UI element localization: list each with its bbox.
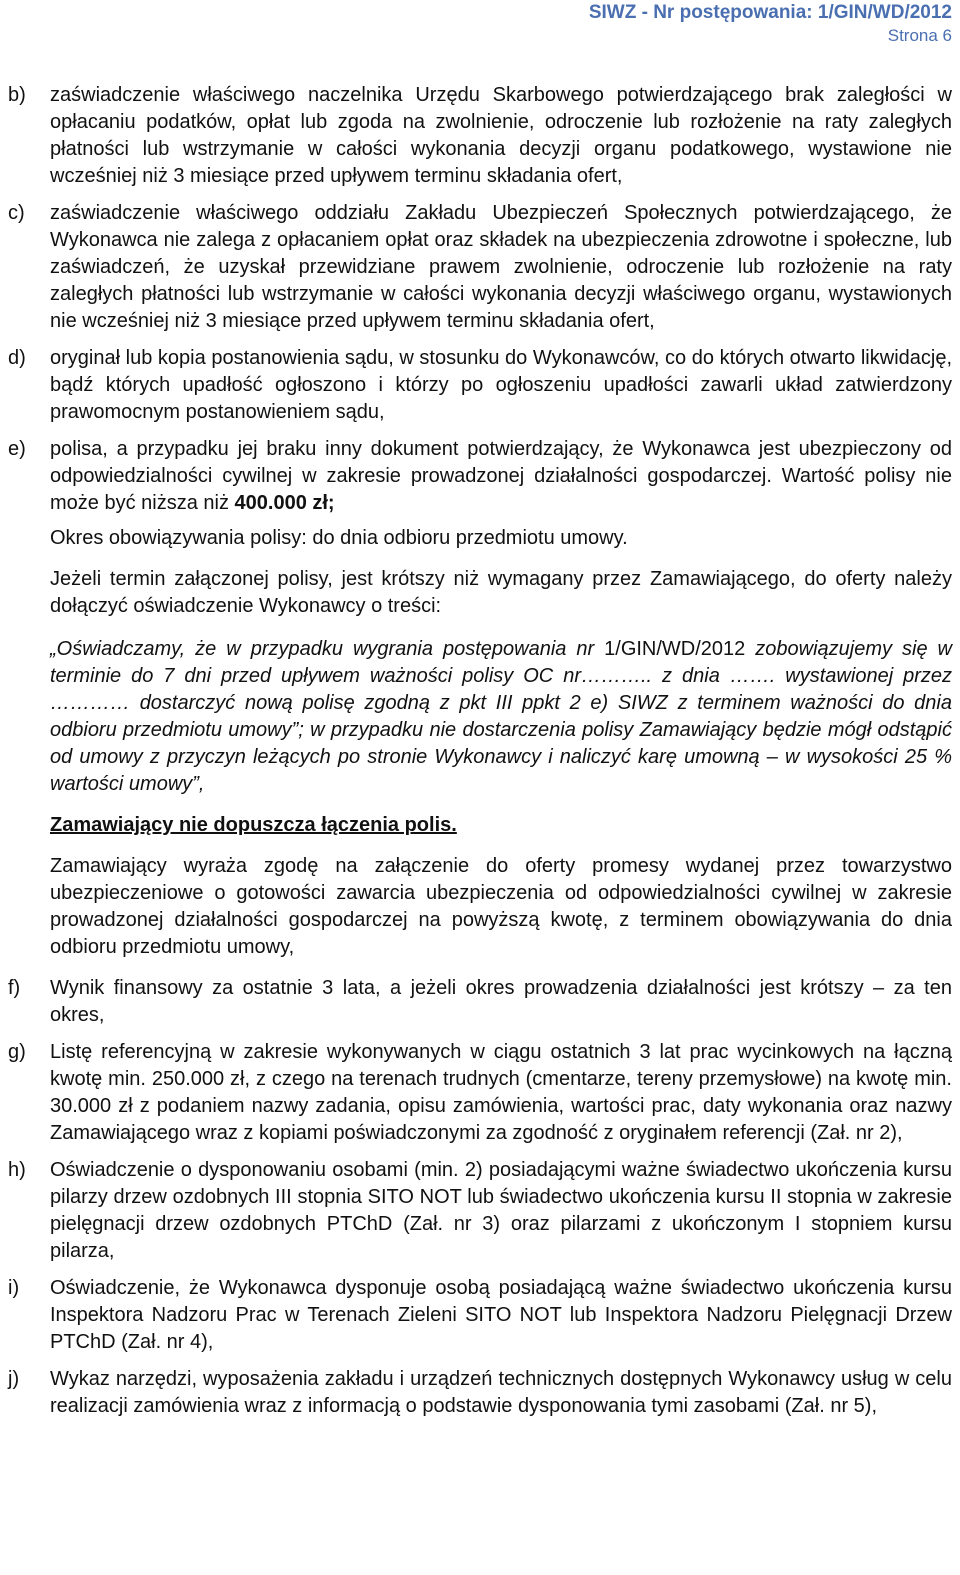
list-item-f [8,975,952,1029]
item-text: Wynik finansowy za ostatnie 3 lata, a jeżeli okres prowadzenia działalności jest krótszy – za ten okres, [50,977,952,1026]
policy-condition: Jeżeli termin załączonej polisy, jest krótszy niż wymagany przez Zamawiającego, do oferty należy dołączyć oświadczenie Wykonawcy o treści: [50,568,952,617]
item-text: zaświadczenie właściwego naczelnika Urzędu Skarbowego potwierdzającego brak zaległości w opłacaniu podatków, opłat lub zgoda na zwolnienie, odroczenie lub rozłożenie na raty zaległych płatności lub wstrzymanie w całości wykonania decyzji organu podatkowego, wystawione nie wcześniej niż 3 miesiące przed upływem terminu składania ofert, [50,84,952,187]
item-label: e) [8,438,26,460]
item-label: g) [8,1041,26,1063]
list-item-j [8,1366,952,1420]
list-item-h [8,1157,952,1265]
item-label: i) [8,1277,20,1299]
policy-text: polisa, a przypadku jej braku inny dokument potwierdzający, że Wykonawca jest ubezpieczony od odpowiedzialności cywilnej w zakresie prowadzonej działalności gospodarczej. Wartość polisy nie może być niższa niż [50,438,952,514]
page-number: Strona 6 [887,26,952,45]
document-id: SIWZ - Nr postępowania: 1/GIN/WD/2012 [588,2,952,23]
declaration-quote [50,636,952,798]
list-item-g [8,1039,952,1147]
item-label: f) [8,977,21,999]
policy-amount: 400.000 zł; [234,492,335,514]
item-text: Oświadczenie o dysponowaniu osobami (min. 2) posiadającymi ważne świadectwo ukończenia kursu pilarzy drzew ozdobnych III stopnia SITO NOT lub świadectwo ukończenia kursu II stopnia w zakresie pielęgnacji drzew ozdobnych PTChD (Zał. nr 3) oraz pilarzami z ukończonym I stopniem kursu pilarza, [50,1159,952,1262]
item-text: Listę referencyjną w zakresie wykonywanych w ciągu ostatnich 3 lat prac wycinkowych na łączną kwotę min. 250.000 zł, z czego na terenach trudnych (cmentarze, tereny przemysłowe) na kwotę min. 30.000 zł z podaniem nazwy zadania, opisu zamówienia, wartości prac, daty wykonania oraz nazwy Zamawiającego wraz z kopiami poświadczonymi za zgodność z oryginałem referencji (Zał. nr 2), [50,1041,952,1144]
item-label: b) [8,84,26,106]
item-label: j) [8,1368,20,1390]
item-text: zaświadczenie właściwego oddziału Zakładu Ubezpieczeń Społecznych potwierdzającego, że Wykonawca nie zalega z opłacaniem opłat oraz składek na ubezpieczenia zdrowotne i społeczne, lub zaświadczeń, że uzyskał przewidziane prawem zwolnienie, odroczenie lub rozłożenie na raty zaległych płatności lub wstrzymanie w całości wykonania decyzji właściwego organu, wystawionych nie wcześniej niż 3 miesiące przed upływem terminu składania ofert, [50,202,952,332]
page-header [589,0,952,46]
list-item-i [8,1275,952,1356]
list-item-e [8,436,952,517]
quote-proceeding-number: 1/GIN/WD/2012 [604,638,746,660]
policy-period: Okres obowiązywania polisy: do dnia odbioru przedmiotu umowy. [50,527,628,549]
quote-part-a: „Oświadczamy, że w przypadku wygrania postępowania nr [50,638,605,660]
item-label: c) [8,202,25,224]
list-item-d [8,345,952,426]
item-label: h) [8,1159,26,1181]
quote-part-b: zobowiązujemy się w terminie do 7 dni przed upływem ważności polisy OC nr……….. z dnia ……. wystawionej przez ………… dostarczyć nową polisę zgodną z pkt III ppkt 2 e) SIWZ z terminem ważności do dnia odbioru przedmiotu umowy”; w przypadku nie dostarczenia polisy Zamawiający będzie mógł odstąpić od umowy z przyczyn leżących po stronie Wykonawcy i naliczyć karę umowną – w wysokości 25 % wartości umowy”, [50,638,952,795]
item-text: Oświadczenie, że Wykonawca dysponuje osobą posiadającą ważne świadectwo ukończenia kursu Inspektora Nadzoru Prac w Terenach Zieleni SITO NOT lub Inspektora Nadzoru Pielęgnacji Drzew PTChD (Zał. nr 4), [50,1277,952,1353]
item-label: d) [8,347,26,369]
document-body [8,82,952,1430]
item-text: Wykaz narzędzi, wyposażenia zakładu i urządzeń technicznych dostępnych Wykonawcy usług w celu realizacji zamówienia wraz z informacją o podstawie dysponowania tymi zasobami (Zał. nr 5), [50,1368,952,1417]
item-text [50,436,952,517]
item-text: oryginał lub kopia postanowienia sądu, w stosunku do Wykonawców, co do których otwarto likwidację, bądź których upadłość ogłoszono i którzy po ogłoszeniu upadłości zawarli układ zatwierdzony prawomocnym postanowieniem sądu, [50,347,952,423]
list-item-b [8,82,952,190]
promesa-paragraph: Zamawiający wyraża zgodę na załączenie do oferty promesy wydanej przez towarzystwo ubezpieczeniowe o gotowości zawarcia ubezpieczenia od odpowiedzialności cywilnej w zakresie prowadzonej działalności gospodarczej na powyższą kwotę, z terminem obowiązywania do dnia odbioru przedmiotu umowy, [50,855,952,958]
list-item-c [8,200,952,335]
no-combining-policies: Zamawiający nie dopuszcza łączenia polis. [50,814,457,836]
